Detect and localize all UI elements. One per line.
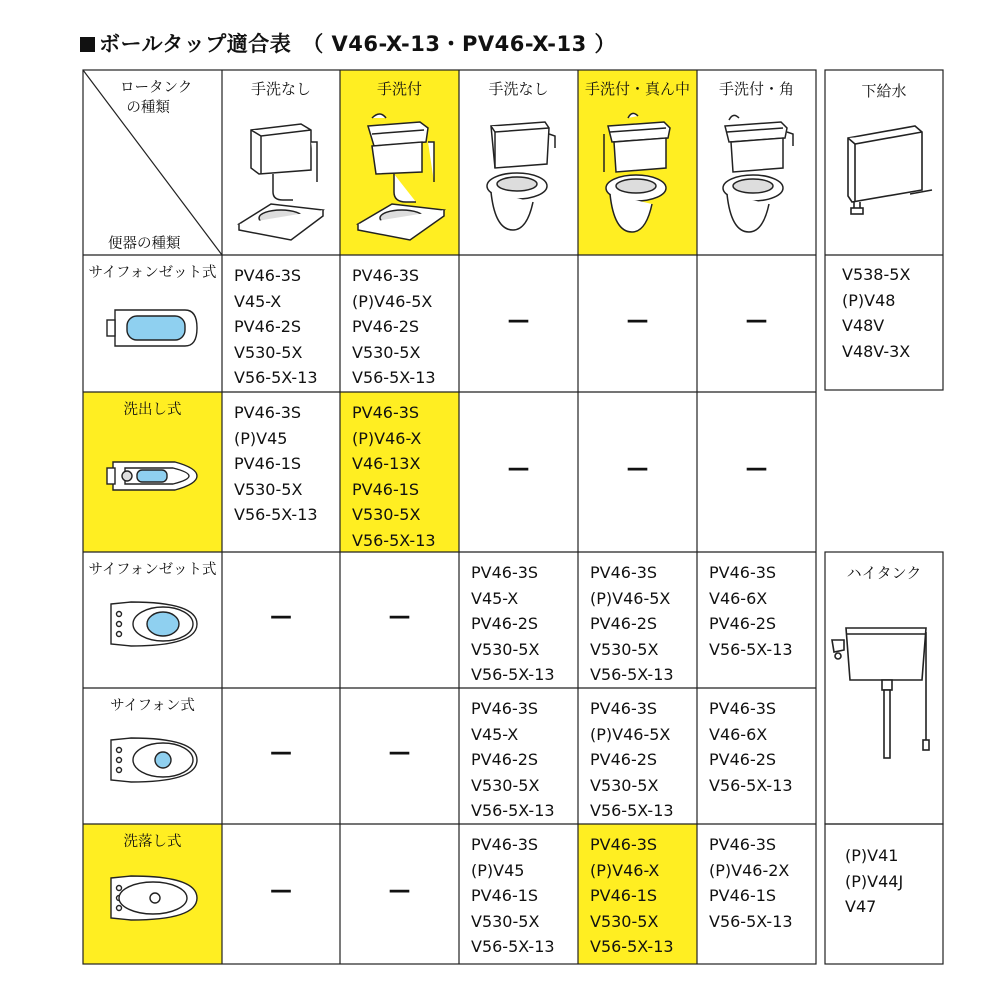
side-header-high-tank: ハイタンク [846,564,922,582]
model-number: PV46-2S [590,614,658,633]
not-applicable-dash: — [626,456,649,481]
model-number: V530-5X [590,911,659,931]
model-number: PV46-3S [590,563,658,582]
model-number: V530-5X [471,911,540,931]
model-number: PV46-2S [590,750,658,769]
high-tank-illustration [828,620,940,760]
model-number: V538-5X [842,265,911,284]
model-number: PV46-3S [471,563,539,582]
model-number: V56-5X-13 [471,665,555,684]
corner-bottom-label: 便器の種類 [108,236,181,252]
model-number: V530-5X [471,639,540,659]
model-number: V530-5X [352,342,421,362]
model-number: V48V [842,316,885,335]
not-applicable-dash: — [507,456,530,481]
model-number: PV46-3S [471,699,539,718]
model-number: V530-5X [234,479,303,499]
row-label: 洗落し式 [123,834,182,850]
column-header-label: 手洗付 [376,80,422,98]
model-number: (P)V48 [842,290,896,310]
model-number: PV46-2S [471,750,539,769]
not-applicable-dash: — [388,878,411,903]
corner-top-line2: の種類 [126,100,170,116]
model-number: V45-X [234,291,282,311]
model-number: PV46-3S [234,266,302,285]
model-number: PV46-3S [709,563,777,582]
bottom-supply-tank-illustration [840,120,935,220]
not-applicable-dash: — [388,740,411,765]
column-header-label: 手洗なし [488,80,549,98]
model-number: V530-5X [234,342,303,362]
model-number: (P)V46-5X [590,588,671,608]
model-number: PV46-3S [471,835,539,854]
row-label: サイフォンゼット式 [88,265,217,281]
corner-top-label [120,78,192,118]
model-number: (P)V46-5X [590,724,671,744]
model-number: (P)V41 [845,846,899,865]
model-number: V46-6X [709,724,768,744]
model-number: (P)V46-X [352,428,422,448]
not-applicable-dash: — [388,604,411,629]
model-number: V56-5X-13 [709,639,793,659]
model-number: V45-X [471,588,519,608]
model-number: V56-5X-13 [352,368,436,387]
model-number: PV46-3S [590,699,658,718]
model-number: (P)V44J [845,871,904,891]
model-number: PV46-1S [352,479,420,499]
model-number: PV46-1S [471,886,539,905]
not-applicable-dash: — [745,307,768,333]
model-number: PV46-3S [709,835,777,854]
corner-top-line1: ロータンク [120,80,193,96]
not-applicable-dash: — [270,878,292,903]
model-number: V56-5X-13 [709,775,793,795]
model-number: V48V-3X [842,341,911,361]
row-label: 洗出し式 [123,402,182,418]
model-number: PV46-3S [352,403,420,422]
not-applicable-dash: — [745,456,768,481]
model-number: V56-5X-13 [590,937,674,956]
model-number: PV46-1S [590,886,658,905]
model-number: PV46-1S [709,886,777,905]
model-number: V56-5X-13 [471,801,555,820]
model-number: V46-13X [352,454,421,473]
model-number: (P)V45 [471,860,525,880]
side-list-bottom-supply [842,262,910,364]
model-number: V530-5X [590,775,659,795]
model-number: PV46-2S [709,614,777,633]
column-header-label: 手洗付・真ん中 [584,80,690,98]
model-number: PV46-3S [590,835,658,854]
title-text: ボールタップ適合表 （ V46-X-13・PV46-X-13 ） [99,32,617,56]
model-number: V47 [845,897,877,916]
model-number: V56-5X-13 [352,530,436,550]
model-number: V56-5X-13 [590,801,674,820]
column-header-label: 手洗付・角 [718,80,794,98]
model-number: (P)V46-X [590,860,660,880]
model-number: (P)V46-2X [709,860,790,880]
model-number: PV46-2S [471,614,539,633]
model-number: PV46-1S [234,454,302,473]
row-label: サイフォンゼット式 [88,562,217,578]
model-number: PV46-3S [352,266,420,285]
model-number: PV46-2S [352,317,420,336]
model-number: PV46-2S [709,750,777,769]
column-header-label: 手洗なし [250,80,311,98]
row-label: サイフォン式 [110,698,195,714]
not-applicable-dash: — [270,740,292,765]
side-list-high-tank [845,843,903,920]
model-number: V530-5X [352,505,421,524]
not-applicable-dash: — [270,604,292,629]
model-number: PV46-3S [709,699,777,718]
model-number: V530-5X [590,639,659,659]
model-number: V56-5X-13 [234,368,318,387]
model-number: V56-5X-13 [709,911,793,931]
model-number: (P)V46-5X [352,291,433,311]
model-number: V45-X [471,724,519,744]
model-number: PV46-3S [234,403,302,422]
model-number: (P)V45 [234,428,288,448]
model-number: V56-5X-13 [234,505,318,524]
not-applicable-dash: — [626,307,649,333]
not-applicable-dash: — [507,307,530,333]
model-number: PV46-2S [234,317,302,336]
model-number: V46-6X [709,588,768,608]
model-number: V56-5X-13 [590,665,674,684]
model-number: V530-5X [471,775,540,795]
side-header-bottom-supply: 下給水 [861,82,907,100]
model-number: V56-5X-13 [471,937,555,956]
